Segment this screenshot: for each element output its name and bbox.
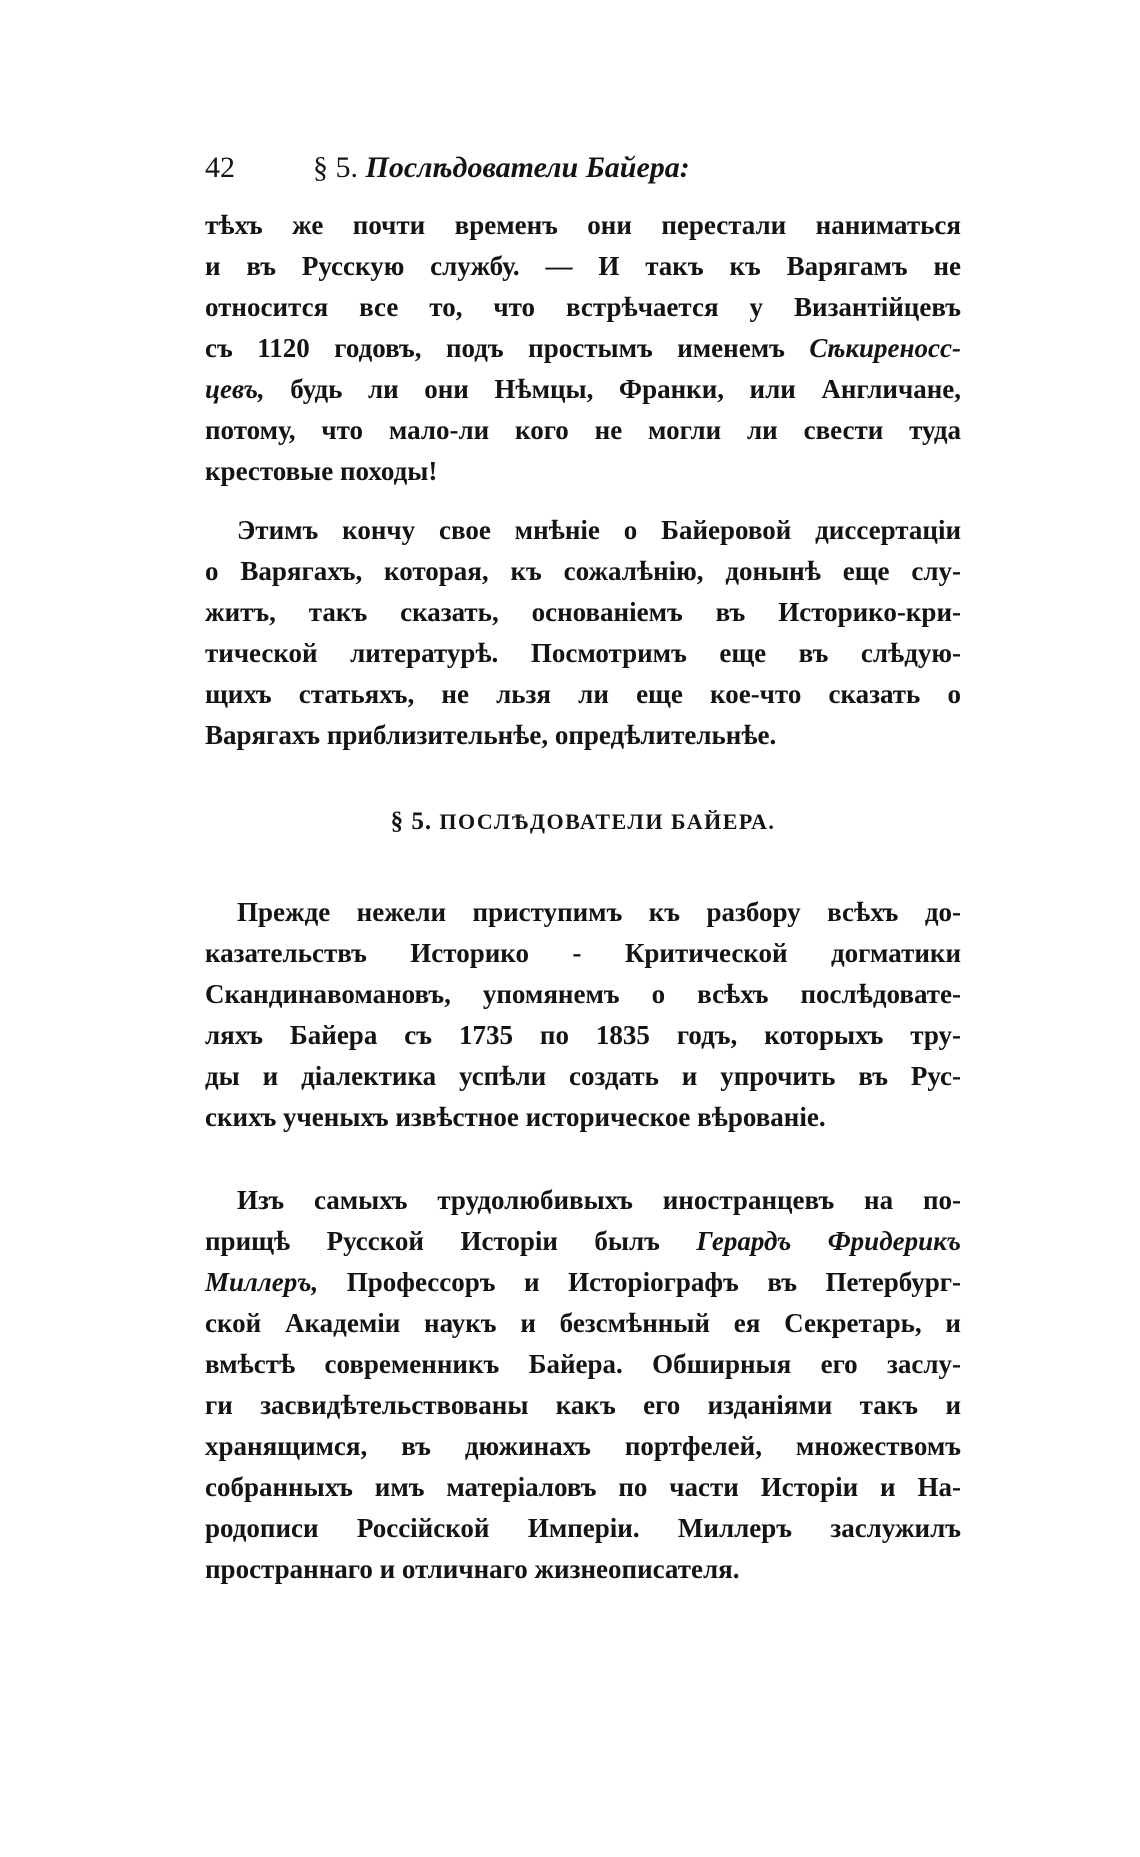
text-line: ляхъ Байера съ 1735 по 1835 годъ, которыхъ тру- <box>205 1020 961 1050</box>
text-line: ги засвидѣтельствованы какъ его изданіями такъ и <box>205 1390 961 1420</box>
page-number: 42 <box>205 151 235 184</box>
section-heading-title: ПОСЛѢДОВАТЕЛИ БАЙЕРА. <box>439 809 776 834</box>
text-line: хранящимся, въ дюжинахъ портфелей, множествомъ <box>205 1431 961 1461</box>
text-line: Прежде нежели приступимъ къ разбору всѣхъ до- <box>237 897 961 927</box>
paragraph-3 <box>205 892 961 1138</box>
text-line: родописи Россійской Имперіи. Миллеръ заслужилъ <box>205 1513 961 1543</box>
text-line: пространнаго и отличнаго жизнеописателя. <box>205 1554 740 1584</box>
running-head-title <box>313 148 690 188</box>
section-heading <box>205 802 961 842</box>
text-line: относится все то, что встрѣчается у Византійцевъ <box>205 292 961 322</box>
text-fragment: съ 1120 годовъ, подъ простымъ именемъ <box>205 333 785 363</box>
text-line: казательствъ Историко - Критической догматики <box>205 938 961 968</box>
italic-name: Герардъ Фридерикъ <box>696 1226 962 1256</box>
text-fragment: прищѣ Русской Исторіи былъ <box>205 1226 660 1256</box>
section-mark: § 5. <box>313 151 358 184</box>
text-line: ды и діалектика успѣли создать и упрочить въ Рус- <box>205 1061 961 1091</box>
text-line: житъ, такъ сказать, основаніемъ въ Историко-кри- <box>205 597 961 627</box>
text-line: и въ Русскую службу. — И такъ къ Варягамъ не <box>205 251 961 281</box>
text-line: потому, что мало-ли кого не могли ли свести туда <box>205 415 961 445</box>
paragraph-1 <box>205 205 961 492</box>
italic-term: Сѣкиреносс- <box>809 333 961 363</box>
text-line: скихъ ученыхъ извѣстное историческое вѣрованіе. <box>205 1102 826 1132</box>
running-head-name: Послѣдователи Байера: <box>365 151 690 184</box>
text-fragment: Профессоръ и Исторіографъ въ Петербург- <box>346 1267 962 1297</box>
text-line: Изъ самыхъ трудолюбивыхъ иностранцевъ на по- <box>237 1185 961 1215</box>
text-line <box>205 328 961 369</box>
text-line <box>205 1262 961 1303</box>
text-fragment: будь ли они Нѣмцы, Франки, или Англичане, <box>290 374 962 404</box>
text-line <box>205 1221 961 1262</box>
paragraph-4 <box>205 1180 961 1590</box>
text-line <box>205 369 961 410</box>
text-line: тической литературѣ. Посмотримъ еще въ слѣдую- <box>205 638 961 668</box>
text-line: Скандинавомановъ, упомянемъ о всѣхъ послѣдовате- <box>205 979 961 1009</box>
italic-term: цевъ, <box>205 374 265 404</box>
text-line: Этимъ кончу свое мнѣніе о Байеровой диссертаціи <box>237 515 961 545</box>
italic-name: Миллеръ, <box>205 1267 319 1297</box>
text-line: тѣхъ же почти временъ они перестали наниматься <box>205 210 961 240</box>
section-heading-mark: § 5. <box>390 808 433 835</box>
text-line: собранныхъ имъ матеріаловъ по части Исторіи и На- <box>205 1472 961 1502</box>
text-line: о Варягахъ, которая, къ сожалѣнію, донынѣ еще слу- <box>205 556 961 586</box>
paragraph-2 <box>205 510 961 756</box>
text-line: щихъ статьяхъ, не льзя ли еще кое-что сказать о <box>205 679 961 709</box>
text-line: ской Академіи наукъ и безсмѣнный ея Секретарь, и <box>205 1308 961 1338</box>
running-head <box>205 148 965 188</box>
text-line: Варягахъ приблизительнѣе, опредѣлительнѣе. <box>205 720 777 750</box>
text-line: крестовые походы! <box>205 456 438 486</box>
text-line: вмѣстѣ современникъ Байера. Обширныя его заслу- <box>205 1349 961 1379</box>
